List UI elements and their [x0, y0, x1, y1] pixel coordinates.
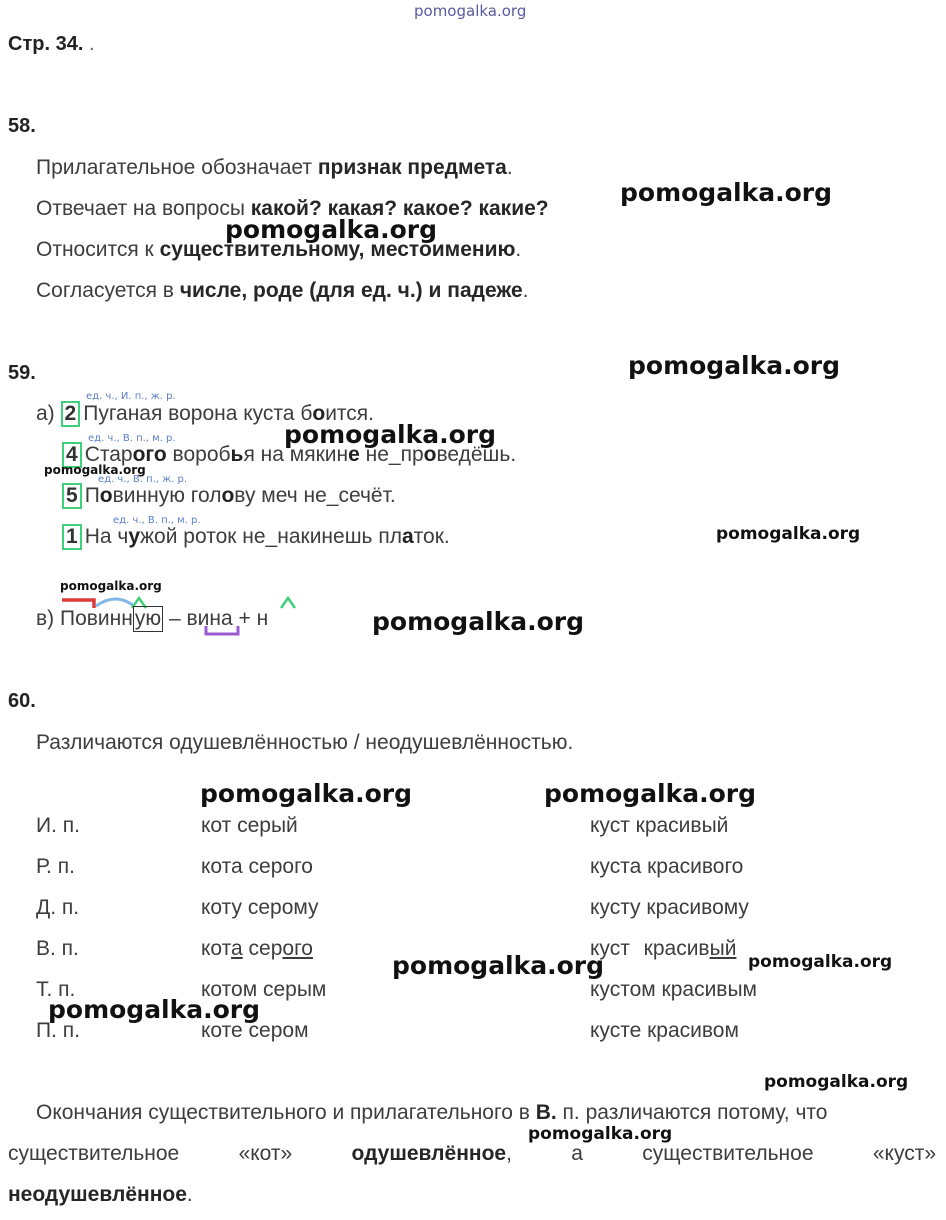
conclusion-text: п. различаются потому, что — [556, 1101, 828, 1124]
declension-inanimate: кустом красивым — [590, 978, 757, 1001]
watermark: pomogalka.org — [528, 1124, 673, 1144]
watermark: pomogalka.org — [544, 779, 757, 808]
stressed-letter: е — [348, 443, 360, 466]
exercise-59-number: 59. — [8, 362, 36, 384]
order-number-box: 2 — [61, 401, 81, 427]
ex58-line-1 — [36, 155, 513, 181]
ex58-l1-end: . — [506, 156, 513, 179]
exercise-60-number: 60. — [8, 690, 36, 712]
analyzed-word: Повинн — [60, 607, 133, 630]
order-number-box: 4 — [62, 442, 82, 468]
watermark: pomogalka.org — [44, 463, 146, 477]
ex59-proverb-3 — [62, 483, 396, 509]
underlined-ending: а — [231, 937, 243, 960]
conclusion-bold: одушевлённое — [351, 1142, 507, 1165]
conclusion-text: Окончания существительного и прилагательного в — [36, 1101, 536, 1124]
underlined-ending: ого — [282, 937, 313, 960]
grammar-annotation: ед. ч., В. п., м. р. — [88, 433, 176, 444]
watermark: pomogalka.org — [60, 579, 162, 593]
watermark: pomogalka.org — [225, 215, 438, 244]
conclusion-bold: В. — [535, 1101, 557, 1124]
ex58-l1-text: Прилагательное обозначает — [36, 156, 318, 179]
declension-inanimate: куста красивого — [590, 855, 744, 878]
ex58-l3-text: Относится к — [36, 238, 160, 261]
declension-inanimate — [590, 936, 736, 962]
ex59-a-prefix: а) — [36, 402, 55, 425]
ex59-proverb-4 — [62, 524, 450, 550]
watermark: pomogalka.org — [48, 995, 261, 1024]
declension-inanimate: куст красивый — [590, 814, 729, 837]
proverb-text: винную гол — [112, 484, 222, 507]
ex58-l2-bold: какой? какая? какое? какие? — [250, 197, 549, 220]
ex59-v-prefix: в) — [36, 607, 55, 630]
proverb-text: Пуганая ворона куста б — [83, 402, 313, 425]
conclusion-text: существительное «кот» — [8, 1142, 352, 1165]
page-label-text: Стр. 34. — [8, 33, 84, 55]
underlined-ending: ый — [709, 937, 737, 960]
stressed-letter: ого — [132, 443, 167, 466]
watermark: pomogalka.org — [748, 952, 893, 972]
case-label: П. п. — [36, 1019, 80, 1042]
root-arc — [96, 599, 134, 606]
proverb-text: Стар — [84, 443, 133, 466]
declension-animate: кот серый — [201, 814, 298, 837]
declension-animate: коту серому — [201, 896, 319, 919]
proverb-text: ится. — [325, 402, 375, 425]
stressed-letter: у — [128, 525, 140, 548]
proverb-text: ву меч не_сечёт. — [234, 484, 396, 507]
ex58-l3-end: . — [515, 238, 522, 261]
ending-box: ую — [134, 607, 162, 630]
zero-ending-mark — [630, 936, 638, 956]
ex58-l1-bold: признак предмета — [317, 156, 507, 179]
case-label: Д. п. — [36, 896, 80, 919]
ex58-line-4 — [36, 278, 529, 304]
case-label: Р. п. — [36, 855, 75, 878]
dash: – — [163, 607, 187, 630]
declension-animate: котом серым — [201, 978, 327, 1001]
ex60-conclusion-3 — [8, 1182, 193, 1208]
conclusion-text: , а существительное «куст» — [506, 1142, 937, 1165]
stressed-letter: ь — [230, 443, 244, 466]
watermark: pomogalka.org — [764, 1072, 909, 1092]
proverb-text: На ч — [84, 525, 129, 548]
page-label-dot: . — [88, 33, 95, 55]
proverb-text: П — [84, 484, 100, 507]
stressed-letter: о — [99, 484, 113, 507]
declension-animate: кота серого — [201, 855, 313, 878]
exercise-58-number: 58. — [8, 115, 36, 137]
word-stem: сер — [242, 937, 283, 960]
word-stem: куст — [590, 937, 630, 960]
proverb-text: жой роток не_накинешь пл — [140, 525, 402, 548]
case-label: И. п. — [36, 814, 80, 837]
proverb-text: вороб — [166, 443, 231, 466]
word-stem: кот — [201, 937, 232, 960]
watermark: pomogalka.org — [200, 779, 413, 808]
watermark: pomogalka.org — [284, 420, 497, 449]
grammar-annotation: ед. ч., И. п., ж. р. — [86, 391, 176, 402]
suffix-part: + н — [232, 607, 269, 630]
declension-inanimate: кусту красивому — [590, 896, 749, 919]
ex58-l3-bold: существительному, местоимению — [159, 238, 516, 261]
ex58-l4-text: Согласуется в — [36, 279, 180, 302]
watermark: pomogalka.org — [392, 951, 605, 980]
grammar-annotation: ед. ч., В. п., ж. р. — [98, 474, 188, 485]
stressed-letter: о — [221, 484, 235, 507]
suffix-mark-n — [281, 598, 295, 608]
order-number-box: 1 — [62, 524, 82, 550]
ex58-l4-bold: числе, роде (для ед. ч.) и падеже — [179, 279, 523, 302]
declension-inanimate: кусте красивом — [590, 1019, 739, 1042]
proverb-text: ведёшь. — [436, 443, 517, 466]
grammar-annotation: ед. ч., В. п., м. р. — [113, 515, 201, 526]
watermark: pomogalka.org — [620, 178, 833, 207]
conclusion-bold: неодушевлённое — [8, 1183, 187, 1206]
watermark: pomogalka.org — [372, 607, 585, 636]
ex60-intro: Различаются одушевлённостью / неодушевлённостью. — [36, 731, 574, 754]
proverb-text: ток. — [413, 525, 450, 548]
watermark: pomogalka.org — [628, 351, 841, 380]
page-label — [8, 33, 95, 56]
ex58-l2-text: Отвечает на вопросы — [36, 197, 251, 220]
order-number-box: 5 — [62, 483, 82, 509]
watermark: pomogalka.org — [716, 524, 861, 544]
word-stem: красив — [637, 937, 710, 960]
stressed-letter: о — [312, 402, 326, 425]
ex60-conclusion-1 — [36, 1100, 827, 1126]
proverb-text: не_пр — [359, 443, 424, 466]
proverb-text: я на мякин — [243, 443, 349, 466]
conclusion-text: . — [186, 1183, 193, 1206]
case-label: В. п. — [36, 937, 79, 960]
root-word: вина — [186, 607, 233, 630]
top-watermark: pomogalka.org — [414, 2, 527, 20]
declension-animate — [201, 936, 313, 962]
ex59-word-analysis — [36, 606, 268, 632]
ex58-l4-end: . — [522, 279, 529, 302]
ex60-conclusion-2 — [8, 1141, 936, 1167]
declension-animate: коте сером — [201, 1019, 309, 1042]
case-label: Т. п. — [36, 978, 76, 1001]
stressed-letter: о — [423, 443, 437, 466]
stressed-letter: а — [401, 525, 414, 548]
